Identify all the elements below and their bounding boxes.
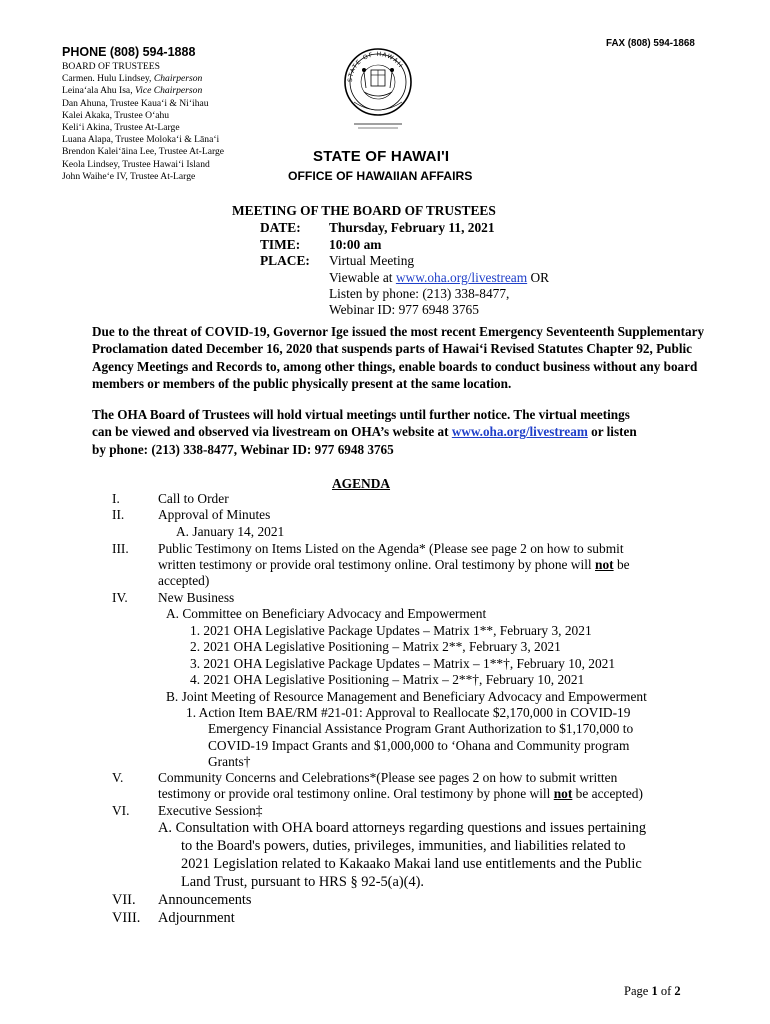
viewable-line: Viewable at www.oha.org/livestream OR <box>329 270 550 285</box>
agenda-subsubitem-cont: Grants† <box>208 754 251 769</box>
time-label: TIME: <box>260 237 301 252</box>
svg-text:STATE OF HAWAII: STATE OF HAWAII <box>346 50 405 83</box>
trustee-item: Leina‘ala Ahu Isa, Vice Chairperson <box>62 85 203 97</box>
agenda-subitem-cont: 2021 Legislation related to Kakaako Makai land use entitlements and the Public <box>181 856 642 872</box>
agenda-subitem-cont: Land Trust, pursuant to HRS § 92-5(a)(4). <box>181 874 425 890</box>
covid-notice-paragraph: Due to the threat of COVID-19, Governor Ige issued the most recent Emergency Seventeenth Supplementary Proclamation dated December 16, 2020 that suspends parts of Hawai‘i Revised Statutes Chapter 92, Public Agency Meetings and Records to, among other things, enable boards to conduct business without any board members or members of the public physically present at the same location. <box>92 324 705 392</box>
phone-number: PHONE (808) 594-1888 <box>62 45 196 59</box>
agenda-item-cont: written testimony or provide oral testimony online. Oral testimony by phone will not be <box>158 557 630 572</box>
agenda-subsubitem: 1. Action Item BAE/RM #21-01: Approval to Reallocate $2,170,000 in COVID-19 <box>186 705 631 720</box>
trustee-item: Keola Lindsey, Trustee Hawai‘i Island <box>62 158 210 170</box>
meeting-time: 10:00 am <box>329 237 382 252</box>
trustee-item: Kalei Akaka, Trustee O‘ahu <box>62 109 170 121</box>
livestream-link-2[interactable]: www.oha.org/livestream <box>451 424 588 440</box>
agenda-heading: AGENDA <box>332 476 391 491</box>
trustee-item: Luana Alapa, Trustee Moloka‘i & Lāna‘i <box>62 134 220 146</box>
agenda-item: Approval of Minutes <box>158 507 271 522</box>
page-number: Page 1 of 2 <box>624 984 681 998</box>
agenda-subitem-cont: to the Board's powers, duties, privileges, immunities, and liabilities related to <box>181 838 626 854</box>
place-label: PLACE: <box>260 253 310 268</box>
agenda-num: VIII. <box>112 910 141 926</box>
fax-number: FAX (808) 594-1868 <box>606 38 695 49</box>
agenda-num: I. <box>112 491 120 506</box>
webinar-id: Webinar ID: 977 6948 3765 <box>329 302 479 317</box>
agenda-subitem: A. Consultation with OHA board attorneys regarding questions and issues pertaining <box>158 820 647 836</box>
agenda-item-cont: testimony or provide oral testimony online. Oral testimony by phone will not be accepted) <box>158 786 643 801</box>
agenda-subsubitem: 2. 2021 OHA Legislative Positioning – Matrix 2**, February 3, 2021 <box>190 639 561 654</box>
agenda-num: II. <box>112 507 125 522</box>
trustee-item: Dan Ahuna, Trustee Kaua‘i & Ni‘ihau <box>62 97 209 109</box>
agenda-subsubitem: 1. 2021 OHA Legislative Package Updates – Matrix 1**, February 3, 2021 <box>190 623 592 638</box>
agenda-item: Announcements <box>158 892 252 908</box>
agenda-subsubitem: 3. 2021 OHA Legislative Package Updates – Matrix – 1**†, February 10, 2021 <box>190 656 616 671</box>
agenda-subitem: B. Joint Meeting of Resource Management and Beneficiary Advocacy and Empowerment <box>166 689 647 704</box>
agenda-subitem: A. Committee on Beneficiary Advocacy and Empowerment <box>166 606 487 621</box>
phone-line: Listen by phone: (213) 338-8477, <box>329 286 510 301</box>
meeting-date: Thursday, February 11, 2021 <box>329 220 495 235</box>
agenda-subsubitem: 4. 2021 OHA Legislative Positioning – Matrix – 2**†, February 10, 2021 <box>190 672 585 687</box>
agenda-num: VI. <box>112 803 130 818</box>
office-name: OFFICE OF HAWAIIAN AFFAIRS <box>288 169 473 183</box>
board-heading: BOARD OF TRUSTEES <box>62 61 160 72</box>
trustee-item: John Waihe‘e IV, Trustee At-Large <box>62 170 196 182</box>
agenda-item: Community Concerns and Celebrations*(Please see pages 2 on how to submit written <box>158 770 618 785</box>
agenda-item: New Business <box>158 590 235 605</box>
date-label: DATE: <box>260 220 301 235</box>
meeting-title: MEETING OF THE BOARD OF TRUSTEES <box>232 203 496 218</box>
agenda-num: V. <box>112 770 124 785</box>
virtual-meeting-paragraph: The OHA Board of Trustees will hold virtual meetings until further notice. The virtual meetings can be viewed and observed via livestream on OHA’s website at www.oha.org/livestream or listen by phone: (213) 338-8477, Webinar ID: 977 6948 3765 <box>92 407 637 457</box>
agenda-num: IV. <box>112 590 128 605</box>
agenda-item: Public Testimony on Items Listed on the Agenda* (Please see page 2 on how to submit <box>158 541 624 556</box>
agenda-item-cont: accepted) <box>158 573 210 588</box>
agenda-subsubitem-cont: COVID-19 Impact Grants and $1,000,000 to ‘Ohana and Community program <box>208 738 630 753</box>
agenda-item: Executive Session‡ <box>158 803 263 818</box>
agenda-subitem: A. January 14, 2021 <box>176 524 285 539</box>
livestream-link[interactable]: www.oha.org/livestream <box>395 270 528 285</box>
trustee-item: Brendon Kalei‘āina Lee, Trustee At-Large <box>62 146 225 158</box>
state-name: STATE OF HAWAI'I <box>313 148 450 165</box>
trustee-item: Keli‘i Akina, Trustee At-Large <box>62 122 180 134</box>
agenda-subsubitem-cont: Emergency Financial Assistance Program Grant Authorization to $1,170,000 to <box>208 721 634 736</box>
agenda-item: Call to Order <box>158 491 229 506</box>
agenda-num: VII. <box>112 892 136 908</box>
meeting-place: Virtual Meeting <box>329 253 415 268</box>
agenda-num: III. <box>112 541 129 556</box>
trustee-item: Carmen. Hulu Lindsey, Chairperson <box>62 73 203 85</box>
agenda-item: Adjournment <box>158 910 235 926</box>
